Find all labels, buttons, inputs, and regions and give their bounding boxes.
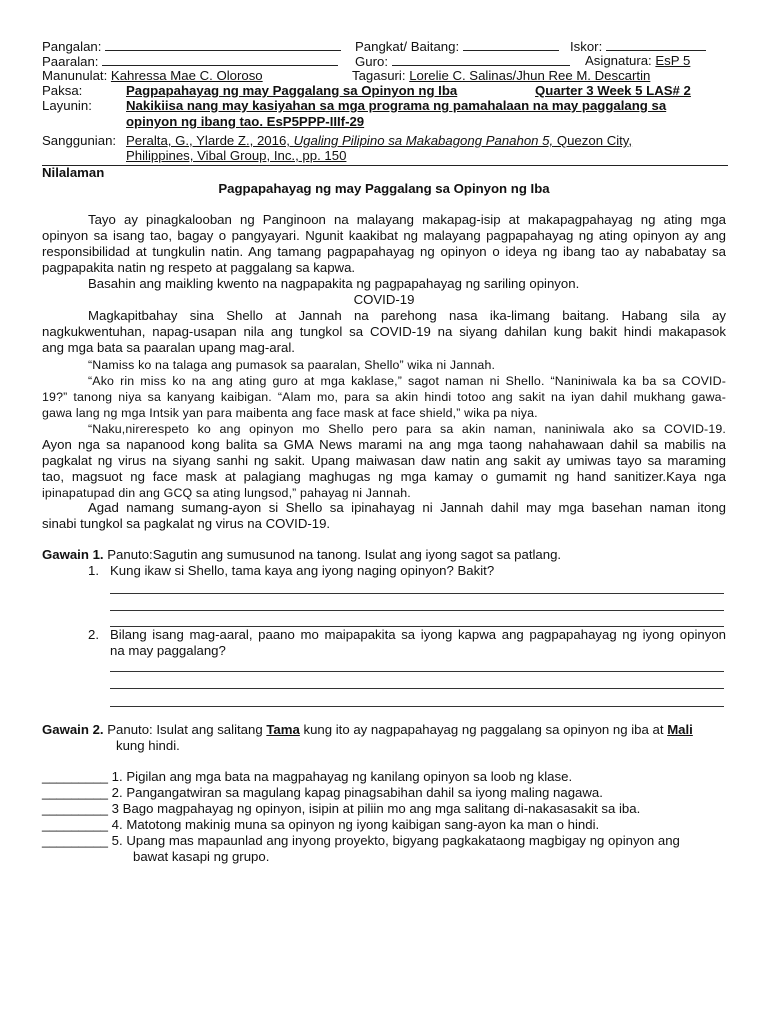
item-1-text: 1. Pigilan ang mga bata na magpahayag ng kanilang opinyon sa loob ng klase. [108,769,573,784]
story-line-12: ipinapatupad din ang GCQ sa ating lungsod,” pahayag ni Jannah. [42,486,411,500]
story-line-5: “Ako rin miss ko na ang ating guro at mga kaklase,” sagot naman ni Shello. “Naniniwala ka ba sa COVID- [88,374,726,388]
story-line-10: pagkalat ng virus na siyang sanhi ng sakit. Upang maiwasan daw natin ang sakit ay umiwas tayo sa maraming [42,453,726,468]
gawain2-instruction-cont: kung hindi. [116,738,180,753]
q2-answer-line-1[interactable] [110,671,724,672]
q1-text: Kung ikaw si Shello, tama kaya ang iyong naging opinyon? Bakit? [110,563,495,578]
gawain2-instruction [42,722,693,738]
story-line-7: gawa lang ng mga Intsik yan para maibenta ang face mask at face shield,” wika pa niya. [42,406,538,420]
header-divider [42,165,728,166]
q2-answer-line-2[interactable] [110,688,724,689]
tagasuri-row [352,68,650,84]
story-line-11: tao, magsuot ng face mask at palagiang maghugas ng mga kamay o gumamit ng hand sanitizer.Kaya nga [42,469,726,484]
intro-line-1: Tayo ay pinagkalooban ng Panginoon na malayang makapag-isip at makapagpahayag ng ating mga [88,212,726,227]
q1-answer-line-1[interactable] [110,593,724,594]
q2-text-line-2: na may paggalang? [110,643,226,658]
layunin-line-1: Nakikiisa nang may kasiyahan sa mga programa ng pamahalaan na may paggalang sa [126,98,667,113]
story-line-8: “Naku,nirerespeto ko ang opinyon mo Shello pero para sa akin naman, naniniwala ako sa COVID-19. [88,422,726,436]
quarter-label: Quarter 3 Week 5 LAS# 2 [535,83,691,98]
item-3-text: 3 Bago magpahayag ng opinyon, isipin at piliin mo ang mga salitang di-nakasasakit sa iba. [108,801,641,816]
paaralan-label: Paaralan: [42,54,99,69]
item-5-line-2: bawat kasapi ng grupo. [133,849,270,864]
item-4-blank[interactable]: _________ [42,817,109,832]
story-title: COVID-19 [353,292,415,307]
story-line-2: nagkukwentuhan, napag-usapan nila ang tungkol sa COVID-19 na siyang dahilan kung bakit hindi makapasok [42,324,726,339]
item-4-text: 4. Matotong makinig muna sa opinyon ng iyong kaibigan sang-ayon ka man o hindi. [108,817,600,832]
guro-field[interactable] [392,53,570,66]
item-2 [42,785,603,801]
gawain1-label: Gawain 1. [42,547,104,562]
paaralan-field[interactable] [102,53,338,66]
pangkat-field[interactable] [463,38,559,51]
item-5-blank[interactable]: _________ [42,833,109,848]
gawain2-text-a: Panuto: Isulat ang salitang [103,722,267,737]
story-line-6: 19?” tanong niya sa kanyang kaibigan. “Alam mo, para sa akin hindi totoo ang sakit na iyan dahil mukhang gawa- [42,390,726,404]
tama-keyword: Tama [266,722,300,737]
iskor-label: Iskor: [570,39,603,54]
q1-answer-line-2[interactable] [110,610,724,611]
item-2-text: 2. Pangangatwiran sa magulang kapag pinagsabihan dahil sa iyong maling nagawa. [108,785,603,800]
iskor-field[interactable] [606,38,706,51]
q2-text-line-1: Bilang isang mag-aaral, paano mo maipapakita sa iyong kapwa ang pagpapahayag ng iyong opinyon [110,627,726,642]
item-5 [42,833,680,849]
item-1-blank[interactable]: _________ [42,769,109,784]
pangalan-label: Pangalan: [42,39,102,54]
gawain2-text-b: kung ito ay nagpapahayag ng paggalang sa opinyon ng iba at [299,722,668,737]
tagasuri-value: Lorelie C. Salinas/Jhun Ree M. Descartin [409,68,651,83]
pangalan-field[interactable] [105,38,341,51]
intro-line-3: responsibilidad at tungkulin natin. Ang tamang pagpapahayag ng opinyon o ideya ng ibang tao ay nababatay sa [42,244,726,259]
sanggunian-book-title: Ugaling Pilipino sa Makabagong Panahon 5, [293,133,554,148]
sanggunian-authors: Peralta, G., Ylarde Z., 2016, [126,133,294,148]
nilalaman-label: Nilalaman [42,165,105,180]
item-3-blank[interactable]: _________ [42,801,109,816]
intro-line-2: opinyon sa isang tao, bagay o pangyayari. Ngunit kaakibat ng malayang pagpapahayag ng ating opinyon ay ang [42,228,726,243]
sanggunian-line-2: Philippines, Vibal Group, Inc., pp. 150 [126,148,347,163]
item-1 [42,769,572,785]
story-line-9: Ayon nga sa napanood kong balita sa GMA News marami na ang mga taong nahahawaan dahil sa mabilis na [42,437,726,452]
q2-answer-line-3[interactable] [110,706,724,707]
item-2-blank[interactable]: _________ [42,785,109,800]
sanggunian-line-1 [126,133,632,149]
asignatura-label: Asignatura: [585,53,652,68]
lesson-title: Pagpapahayag ng may Paggalang sa Opinyon ng Iba [218,181,550,196]
asignatura-value: EsP 5 [655,53,691,68]
layunin-label: Layunin: [42,98,92,113]
pangkat-label: Pangkat/ Baitang: [355,39,460,54]
story-line-1: Magkapitbahay sina Shello at Jannah na parehong nasa ika-limang baitang. Habang sila ay [88,308,726,323]
intro-line-5: Basahin ang maikling kwento na nagpapakita ng pagpapahayag ng sariling opinyon. [88,276,580,291]
manunulat-row [42,68,263,84]
layunin-line-2: opinyon ng ibang tao. EsP5PPP-IIIf-29 [126,114,365,129]
intro-line-4: pagpapakita natin ng respeto at paggalang sa kapwa. [42,260,356,275]
story-line-4: “Namiss ko na talaga ang pumasok sa paaralan, Shello” wika ni Jannah. [88,358,496,372]
q2-number: 2. [88,627,99,642]
item-5-text: 5. Upang mas mapaunlad ang inyong proyekto, bigyang pagkakataong magbigay ng opinyon ang [108,833,680,848]
sanggunian-city: Quezon City, [553,133,633,148]
story-line-3: ang mga bata sa paaralan upang mag-aral. [42,340,295,355]
item-3 [42,801,640,817]
story-line-14: sinabi tungkol sa pagkalat ng virus na COVID-19. [42,516,331,531]
manunulat-label: Manunulat: [42,68,108,83]
mali-keyword: Mali [667,722,693,737]
story-line-13: Agad namang sumang-ayon si Shello sa ipinahayag ni Jannah dahil may mga basehan naman itong [88,500,726,515]
gawain1-text: Panuto:Sagutin ang sumusunod na tanong. Isulat ang iyong sagot sa patlang. [103,547,562,562]
tagasuri-label: Tagasuri: [352,68,406,83]
gawain2-label: Gawain 2. [42,722,104,737]
paksa-label: Paksa: [42,83,83,98]
guro-label: Guro: [355,54,388,69]
manunulat-value: Kahressa Mae C. Oloroso [110,68,263,83]
q1-number: 1. [88,563,99,578]
sanggunian-label: Sanggunian: [42,133,117,148]
asignatura-row [585,53,690,69]
gawain1-instruction [42,547,561,563]
paksa-value: Pagpapahayag ng may Paggalang sa Opinyon ng Iba [126,83,458,98]
item-4 [42,817,599,833]
